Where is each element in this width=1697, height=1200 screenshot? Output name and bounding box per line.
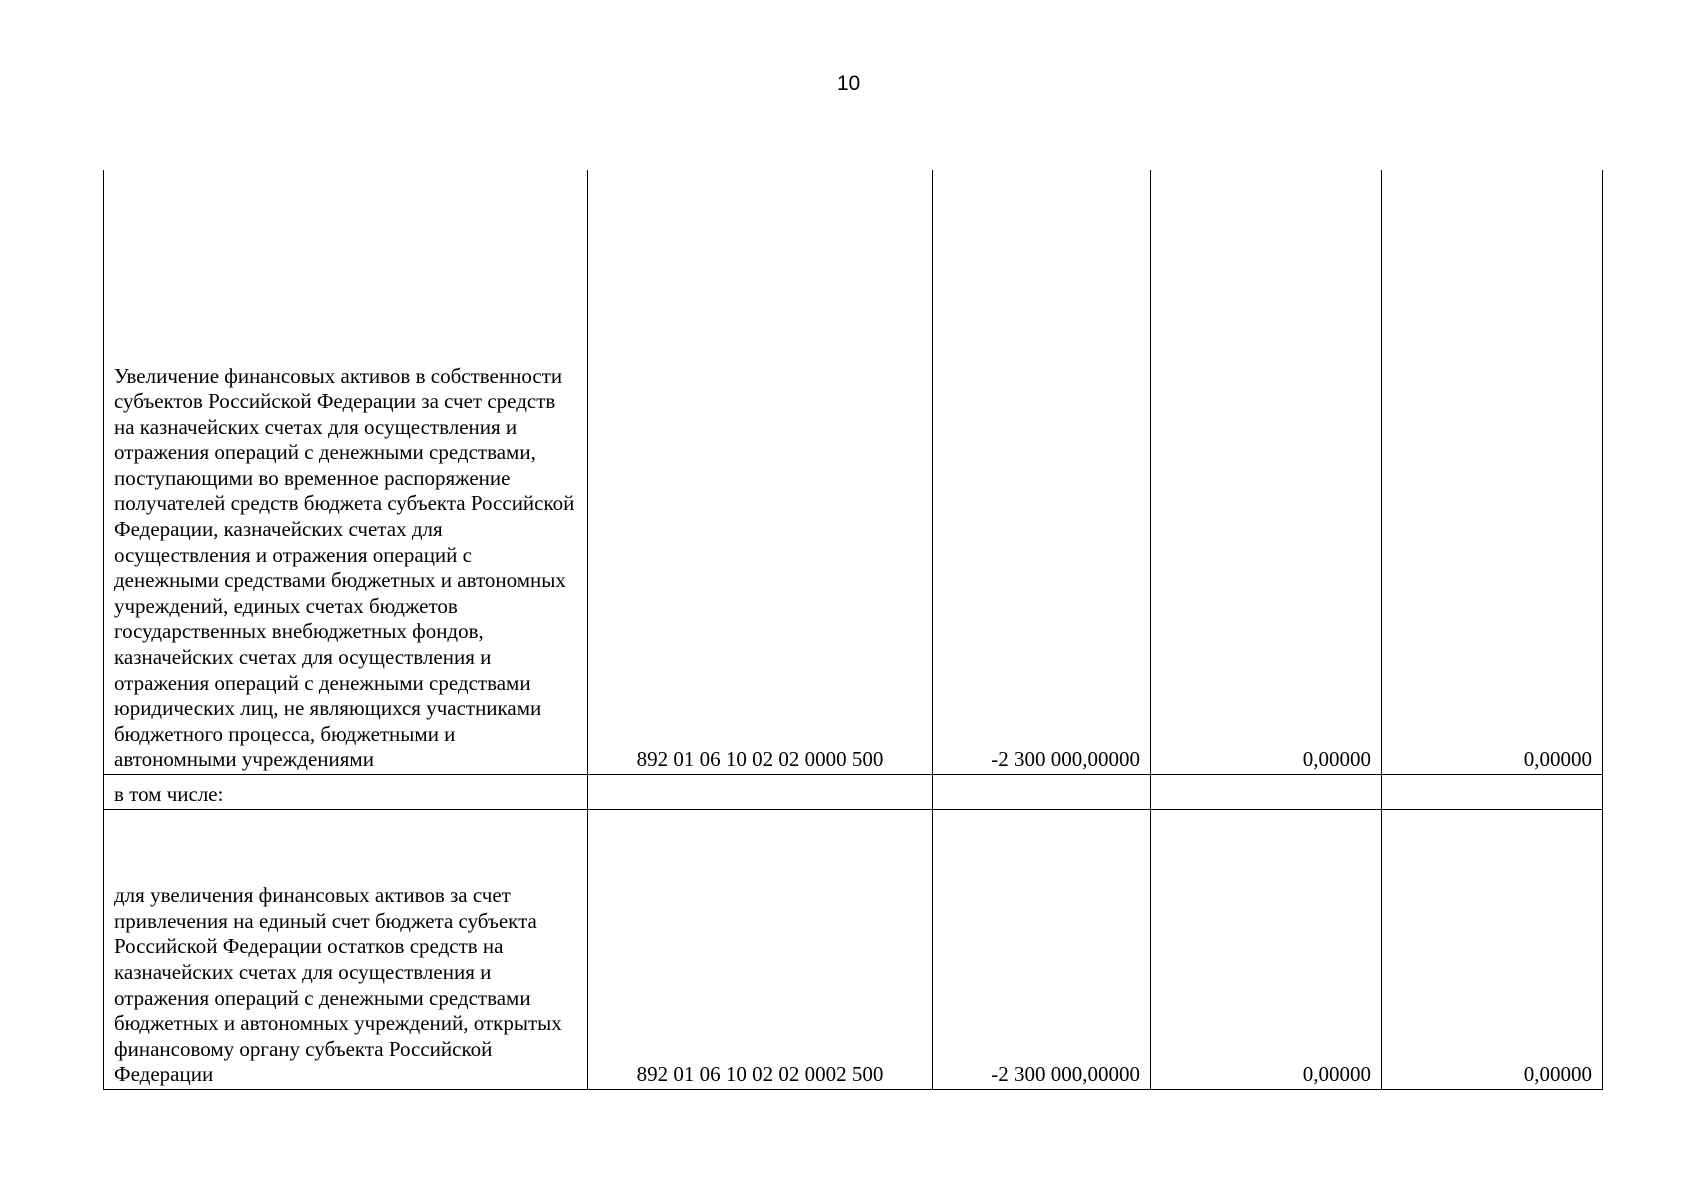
amount-cell-1 <box>933 775 1151 810</box>
table-row <box>104 775 1603 810</box>
row-name-cell: для увеличения финансовых активов за счет привлечения на единый счет бюджета субъекта Российской Федерации остатков средств на казначейских счетах для осуществления и отражения операций с денежными средствами бюджетных и автономных учреждений, открытых финансовому органу субъекта Российской Федерации <box>104 810 588 1090</box>
amount-cell-3: 0,00000 <box>1382 170 1603 775</box>
amount-cell-1: -2 300 000,00000 <box>933 810 1151 1090</box>
amount-cell-3: 0,00000 <box>1382 810 1603 1090</box>
row-name-cell: Увеличение финансовых активов в собственности субъектов Российской Федерации за счет средств на казначейских счетах для осуществления и отражения операций с денежными средствами, поступающими во временное распоряжение получателей средств бюджета субъекта Российской Федерации, казначейских счетах для осуществления и отражения операций с денежными средствами бюджетных и автономных учреждений, единых счетах бюджетов государственных внебюджетных фондов, казначейских счетах для осуществления и отражения операций с денежными средствами юридических лиц, не являющихся участниками бюджетного процесса, бюджетными и автономными учреждениями <box>104 170 588 775</box>
amount-cell-2: 0,00000 <box>1151 170 1382 775</box>
page-number: 10 <box>836 72 861 95</box>
budget-sources-table <box>103 170 1603 1090</box>
amount-cell-2 <box>1151 775 1382 810</box>
amount-cell-1: -2 300 000,00000 <box>933 170 1151 775</box>
row-name-cell: в том числе: <box>104 775 588 810</box>
budget-code-cell: 892 01 06 10 02 02 0000 500 <box>588 170 933 775</box>
table-row <box>104 810 1603 1090</box>
budget-code-cell: 892 01 06 10 02 02 0002 500 <box>588 810 933 1090</box>
table-row <box>104 170 1603 775</box>
budget-code-cell <box>588 775 933 810</box>
amount-cell-3 <box>1382 775 1603 810</box>
amount-cell-2: 0,00000 <box>1151 810 1382 1090</box>
